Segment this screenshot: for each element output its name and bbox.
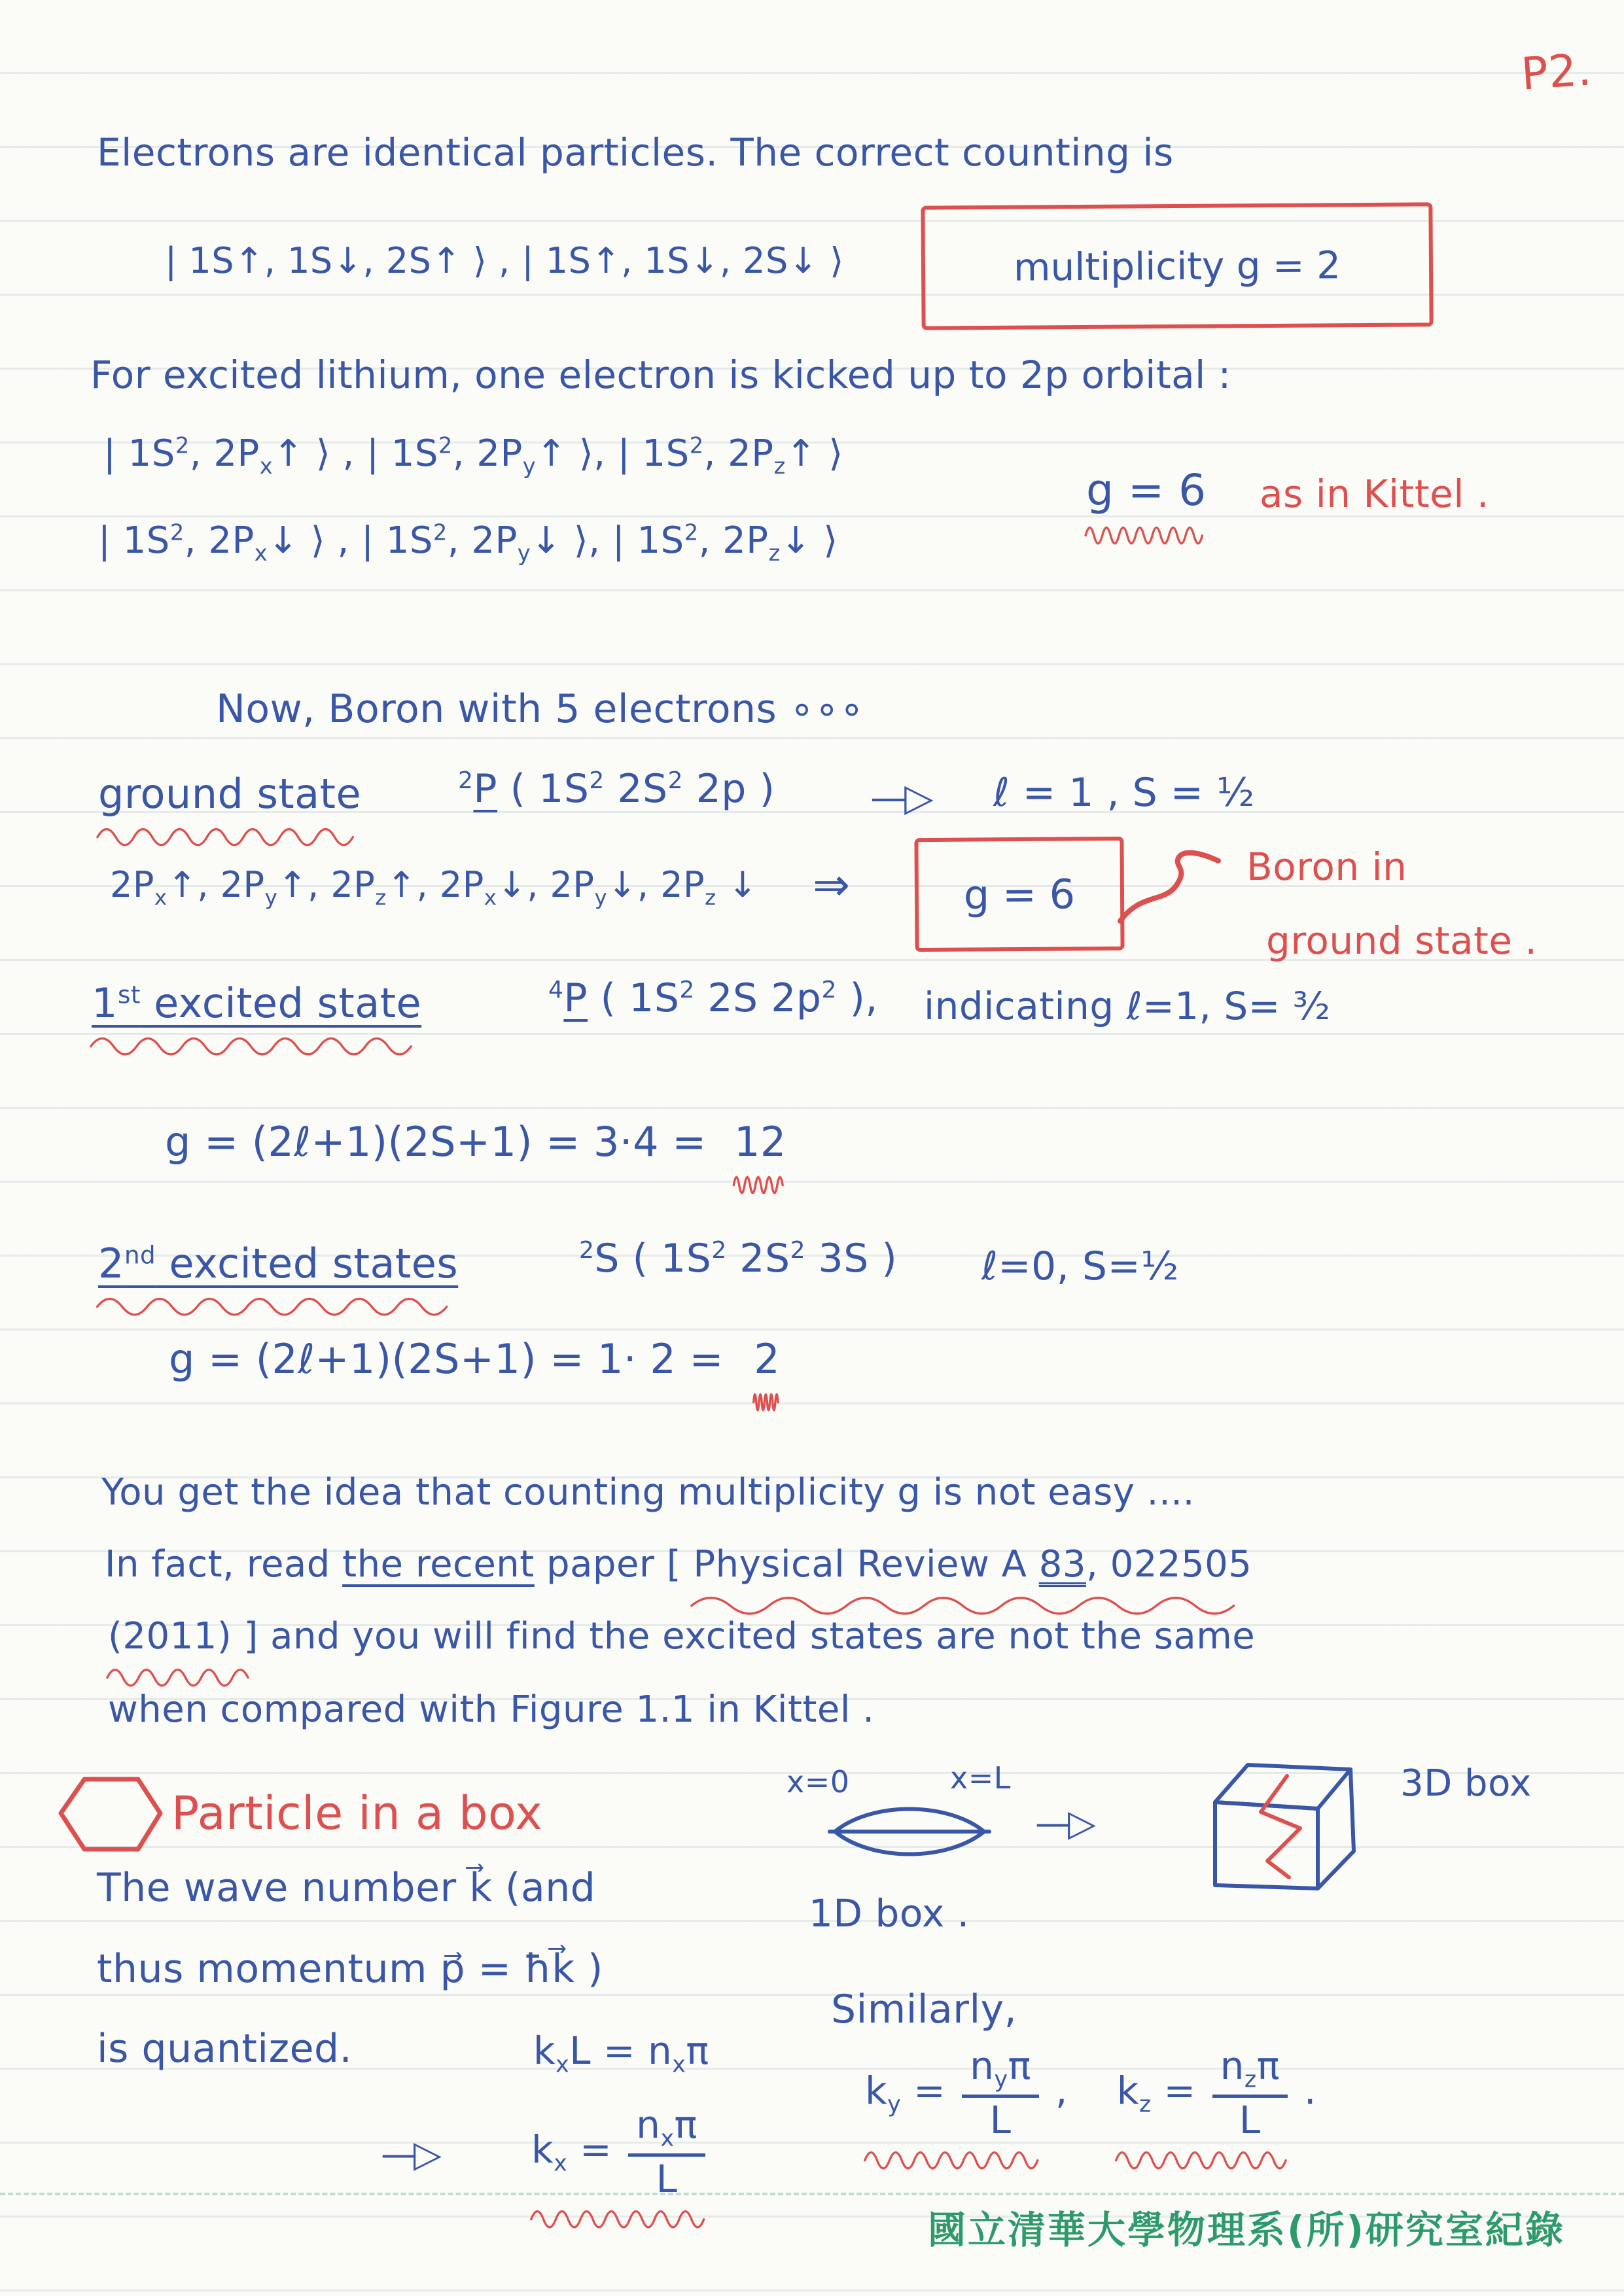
- box-body-line2: thus momentum p⃗ = ħk⃗ ): [97, 1946, 603, 1992]
- lithium-g-value: g = 6: [1086, 465, 1207, 515]
- remark-line2-b: paper [: [534, 1543, 694, 1586]
- formula-kz-numerator: $n_z\pi$: [1212, 2046, 1288, 2098]
- boron-intro-line: Now, Boron with 5 electrons ∘∘∘: [216, 686, 865, 732]
- first-excited-formula-lhs: g = (2ℓ+1)(2S+1) = 3·4 =: [165, 1118, 707, 1166]
- formula-ky-lhs: $k_y$ =: [865, 2068, 946, 2118]
- squiggle-underline: [1084, 518, 1209, 540]
- footer-stamp: 國立清華大學物理系(所)研究室紀錄: [928, 2208, 1566, 2252]
- second-excited-result: 2: [754, 1335, 781, 1383]
- second-excited-term: $^2$S ( $1S^2$ $2S^2$ 3S ): [579, 1236, 898, 1281]
- squiggle-underline: [682, 1588, 1263, 1610]
- lithium-kets-up: | $1S^2$, $2P_x↑$ ⟩ , | $1S^2$, $2P_y↑$ ⟩, | $1S^2$, $2P_z↑$ ⟩: [103, 432, 843, 479]
- diagram-xL-label: x=L: [950, 1760, 1011, 1796]
- multiplicity-box: [921, 202, 1433, 330]
- first-excited-term: $^4$P ( $1S^2$ 2S $2p^2$ ),: [548, 975, 878, 1021]
- formula-ky-kz: [865, 2044, 1316, 2143]
- three-d-box-drawing: [1199, 1753, 1366, 1904]
- remark-line2: [105, 1544, 1252, 1586]
- diagram-x0-label: x=0: [786, 1764, 850, 1800]
- remark-line3: [108, 1616, 1255, 1658]
- formula-ky-denominator: L: [989, 2098, 1012, 2143]
- boron-ground-term: $^2$P ( $1S^2$ $2S^2$ 2p ): [458, 766, 775, 812]
- squiggle-underline: [753, 1385, 781, 1407]
- formula-kz-lhs: $k_z$ =: [1116, 2068, 1196, 2118]
- formula-ky-fraction: [962, 2044, 1039, 2143]
- lithium-g-value-wrap: [1086, 466, 1207, 515]
- squiggle-underline: [733, 1168, 787, 1190]
- page-number: P2.: [1519, 44, 1593, 101]
- formula-kx-numerator: $n_x\pi$: [628, 2105, 705, 2157]
- second-excited-label: 2nd excited states: [98, 1240, 459, 1287]
- first-excited-formula: [165, 1119, 786, 1165]
- boron-annotation-line1: Boron in: [1246, 844, 1407, 889]
- ruled-divider: [0, 2193, 1624, 2195]
- section-title: Particle in a box: [171, 1786, 543, 1840]
- arrow-right-icon: —▷: [870, 775, 930, 820]
- one-d-box-label: 1D box .: [809, 1891, 970, 1936]
- remark-line1: You get the idea that counting multiplicity g is not easy ....: [101, 1471, 1195, 1514]
- one-d-box-drawing: [824, 1798, 995, 1866]
- remark-citation: Physical Review A 83, 022505: [693, 1543, 1252, 1586]
- hexagon-badge: [56, 1773, 167, 1856]
- formula-kz-denominator: L: [1239, 2098, 1261, 2143]
- formula-separator: ,: [1055, 2068, 1068, 2113]
- formula-period: .: [1304, 2068, 1316, 2113]
- squiggle-underline: [91, 1289, 465, 1312]
- squiggle-underline: [105, 1660, 261, 1682]
- squiggle-underline: [1113, 2143, 1295, 2165]
- multiplicity-box-label: multiplicity g = 2: [1013, 243, 1341, 290]
- squiggle-underline: [85, 1029, 428, 1051]
- box-body-line3: is quantized.: [97, 2026, 353, 2072]
- second-excited-label-wrap: [98, 1240, 458, 1287]
- formula-kxL: $k_xL = n_x\pi$: [533, 2028, 709, 2078]
- formula-kx-lhs: $k_x$ =: [531, 2127, 612, 2177]
- remark-line3-rest: and you will find the excited states are not the same: [258, 1615, 1256, 1658]
- squiggle-underline: [528, 2202, 713, 2224]
- first-excited-label: 1st excited state: [92, 979, 422, 1027]
- counting-intro-line: Electrons are identical particles. The correct counting is: [97, 130, 1174, 175]
- second-excited-formula: [169, 1336, 780, 1382]
- second-excited-formula-lhs: g = (2ℓ+1)(2S+1) = 1· 2 =: [169, 1335, 724, 1383]
- remark-line2-a: In fact, read: [105, 1543, 343, 1586]
- lithium-kets-down: | $1S^2$, $2P_x↓$ ⟩ , | $1S^2$, $2P_y↓$ ⟩, | $1S^2$, $2P_z↓$ ⟩: [98, 519, 838, 566]
- boron-orbitals: $2P_x↑$, $2P_y↑$, $2P_z↑$, $2P_x↓$, $2P_y↓$, $2P_z$ ↓: [110, 864, 758, 910]
- boron-annotation-line2: ground state .: [1266, 918, 1538, 963]
- boron-ground-label-wrap: [98, 771, 361, 817]
- formula-kx-fraction: [628, 2102, 705, 2202]
- first-excited-label-wrap: [92, 980, 421, 1026]
- formula-kz-fraction: [1212, 2044, 1288, 2143]
- squiggle-underline: [93, 820, 366, 842]
- squiggle-underline: [862, 2143, 1047, 2165]
- remark-line4: when compared with Figure 1.1 in Kittel .: [108, 1688, 875, 1731]
- arrow-right-icon: —▷: [381, 2133, 438, 2176]
- boron-ground-label: ground state: [98, 770, 362, 818]
- similarly-label: Similarly,: [831, 1987, 1017, 2032]
- first-excited-rest: indicating ℓ=1, S= ³⁄₂: [924, 984, 1331, 1028]
- formula-kx-denominator: L: [656, 2157, 678, 2202]
- curl-arrow-icon: [1107, 844, 1238, 935]
- arrow-right-icon: —▷: [1035, 1802, 1093, 1845]
- remark-line3-ref: (2011) ]: [108, 1615, 258, 1658]
- second-excited-rest: ℓ=0, S=½: [981, 1244, 1179, 1289]
- lithium-intro-line: For excited lithium, one electron is kicked up to 2p orbital :: [90, 353, 1231, 397]
- counting-kets: | 1S↑, 1S↓, 2S↑ ⟩ , | 1S↑, 1S↓, 2S↓ ⟩: [165, 240, 844, 281]
- formula-ky-numerator: $n_y\pi$: [962, 2046, 1039, 2098]
- boron-g-box: [914, 837, 1124, 952]
- remark-line2-underlined: the recent: [342, 1543, 535, 1586]
- lithium-kittel-note: as in Kittel .: [1260, 472, 1489, 516]
- first-excited-result: 12: [733, 1118, 786, 1166]
- three-d-box-label: 3D box: [1400, 1762, 1532, 1805]
- formula-kx: [531, 2102, 709, 2202]
- section-number: 2: [93, 1784, 128, 1846]
- box-body-line1: The wave number k⃗ (and: [97, 1865, 596, 1911]
- boron-ground-result: ℓ = 1 , S = ½: [993, 770, 1255, 816]
- implies-arrow-icon: ⇒: [813, 860, 851, 911]
- boron-g-box-label: g = 6: [963, 869, 1076, 919]
